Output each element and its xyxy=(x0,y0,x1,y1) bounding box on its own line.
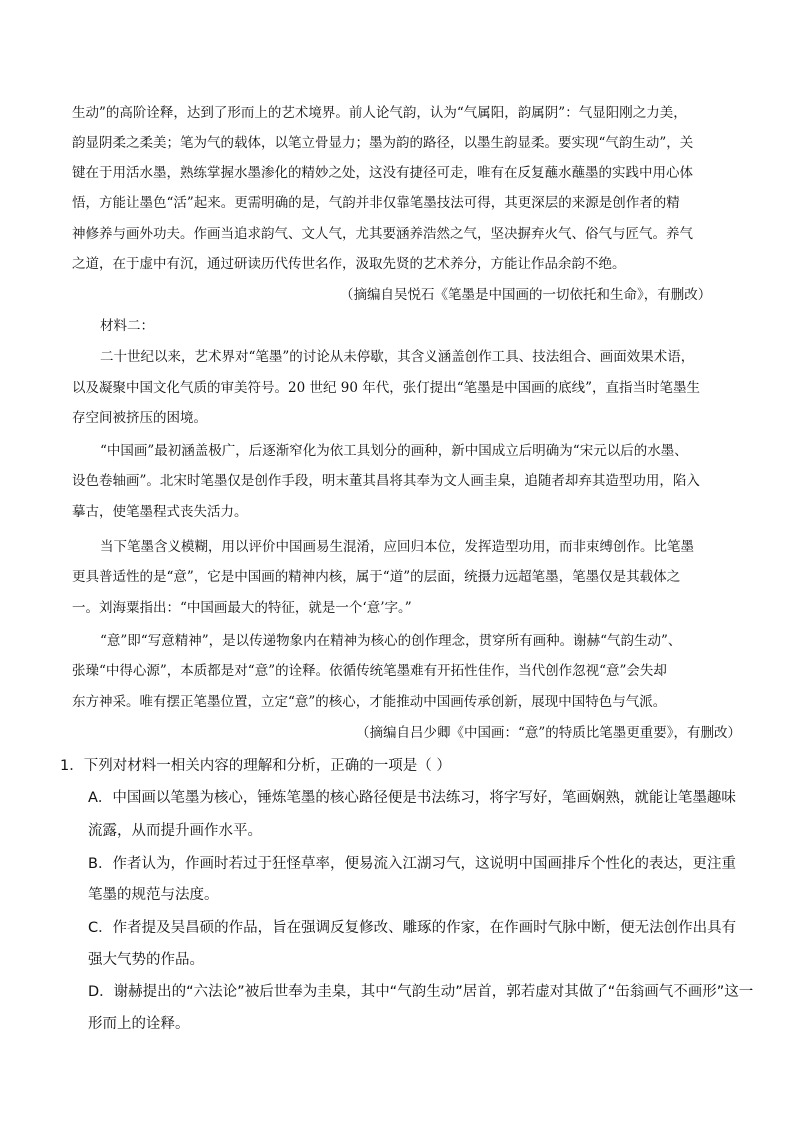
text-line: 东方神采。唯有摆正笔墨位置，立定“意”的核心，才能推动中国画传承创新，展现中国特色与气派。 xyxy=(72,694,667,710)
text-line: 韵显阴柔之柔美；笔为气的载体，以笔立骨显力；墨为韵的路径，以墨生韵显柔。要实现“气韵生动”，关 xyxy=(72,135,694,151)
text-line: 一。刘海粟指出：“中国画最大的特征，就是一个‘意’字。” xyxy=(72,600,412,616)
text-line: 当下笔墨含义模糊，用以评价中国画易生混淆，应回归本位，发挥造型功用，而非束缚创作。比笔墨 xyxy=(100,539,694,555)
option-c-continued: 强大气势的作品。 xyxy=(88,952,204,968)
text-line: 之道，在于虚中有沉，通过研读历代传世名作，汲取先贤的艺术养分，方能让作品余韵不绝。 xyxy=(72,256,626,272)
option-d-continued: 形而上的诠释。 xyxy=(88,1016,190,1032)
text-line: 生动”的高阶诠释，达到了形而上的艺术境界。前人论气韵，认为“气属阳，韵属阴”：气显阳刚之力美， xyxy=(72,105,687,121)
text-line: 摹古，使笔墨程式丧失活力。 xyxy=(72,504,248,520)
text-line: “意”即“写意精神”，是以传递物象内在精神为核心的创作理念，贯穿所有画种。谢赫“气韵生动”、 xyxy=(100,633,682,649)
material2-label: 材料二： xyxy=(100,318,154,334)
text-line: 悟，方能让墨色“活”起来。更需明确的是，气韵并非仅靠笔墨技法可得，其更深层的来源是创作者的精 xyxy=(72,195,680,211)
material2-source: （摘编自吕少卿《中国画：“意”的特质比笔墨更重要》，有删改） xyxy=(356,725,742,741)
option-b-continued: 笔墨的规范与法度。 xyxy=(88,887,219,903)
option-a[interactable]: A．中国画以笔墨为核心，锤炼笔墨的核心路径便是书法练习，将字写好，笔画娴熟，就能让笔墨趣味 xyxy=(88,790,736,806)
text-line: 更具普适性的是“意”，它是中国画的精神内核，属于“道”的层面，统摄力远超笔墨，笔墨仅是其载体之 xyxy=(72,569,681,585)
text-line: 存空间被挤压的困境。 xyxy=(72,410,207,426)
text-line: 以及凝聚中国文化气质的审美符号。20 世纪 90 年代，张仃提出“笔墨是中国画的底线”，直指当时笔墨生 xyxy=(72,380,701,396)
text-line: 二十世纪以来，艺术界对“笔墨”的讨论从未停歇，其含义涵盖创作工具、技法组合、画面效果术语， xyxy=(100,349,695,365)
text-line: 神修养与画外功夫。作画当追求韵气、文人气，尤其要涵养浩然之气，坚决摒弃火气、俗气与匠气。养气 xyxy=(72,226,693,242)
text-line: 设色卷轴画”。北宋时笔墨仅是创作手段，明末董其昌将其奉为文人画圭臬，追随者却弃其造型功用，陷入 xyxy=(72,473,700,489)
option-c[interactable]: C．作者提及吴昌硕的作品，旨在强调反复修改、雕琢的作家，在作画时气脉中断，便无法创作出具有 xyxy=(88,920,737,936)
option-a-continued: 流露，从而提升画作水平。 xyxy=(88,823,262,839)
text-line: 张璪“中得心源”，本质都是对“意”的诠释。依循传统笔墨难有开拓性佳作，当代创作忽视“意”会失却 xyxy=(72,663,667,679)
material1-source: （摘编自吴悦石《笔墨是中国画的一切依托和生命》，有删改） xyxy=(340,287,712,303)
option-b[interactable]: B．作者认为，作画时若过于狂怪草率，便易流入江湖习气，这说明中国画排斥个性化的表达，更注重 xyxy=(88,856,736,872)
question-title: 1．下列对材料一相关内容的理解和分析，正确的一项是（ ） xyxy=(60,758,451,774)
text-line: “中国画”最初涵盖极广，后逐渐窄化为依工具划分的画种，新中国成立后明确为“宋元以后的水墨、 xyxy=(100,443,688,459)
option-d[interactable]: D．谢赫提出的“六法论”被后世奉为圭臬，其中“气韵生动”居首，郭若虚对其做了“缶翁画气不画形”这一 xyxy=(88,984,754,1000)
text-line: 键在于用活水墨，熟练掌握水墨渗化的精妙之处，这没有捷径可走，唯有在反复蘸水蘸墨的实践中用心体 xyxy=(72,165,693,181)
